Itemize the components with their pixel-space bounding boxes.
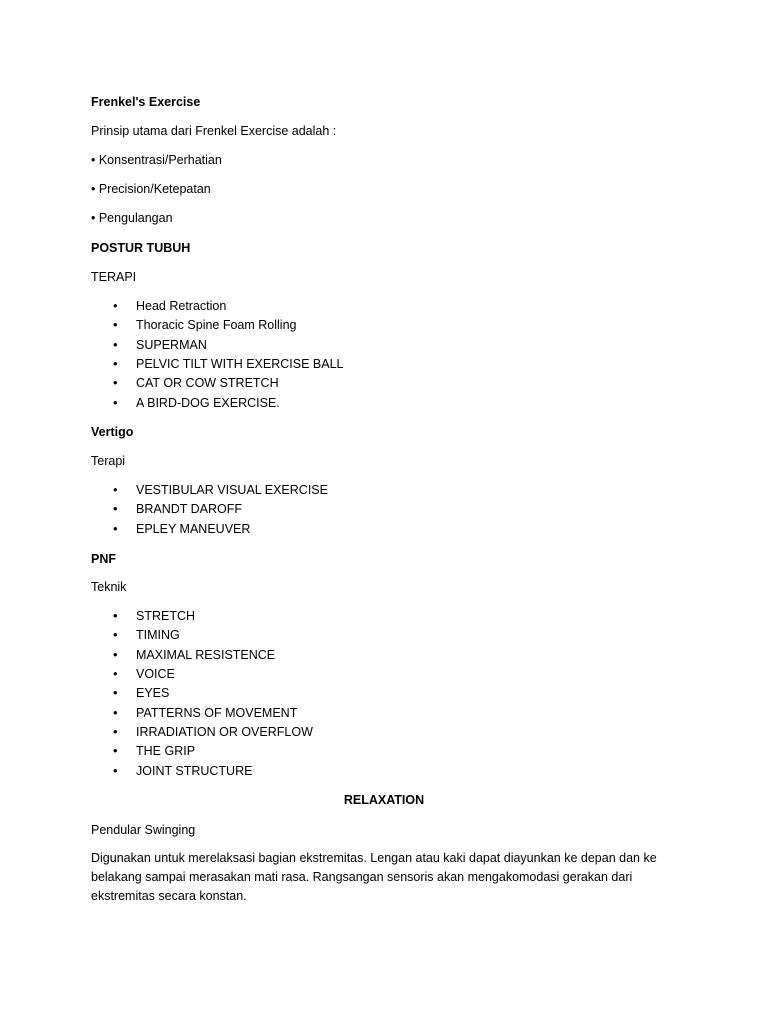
teknik-label: Teknik [91, 580, 127, 594]
bullet: • [113, 647, 118, 662]
bullet: • [113, 501, 118, 516]
bullet: • [113, 375, 118, 390]
bullet: • [113, 743, 118, 758]
bullet: • [113, 298, 118, 313]
bullet: • [113, 521, 118, 536]
principle-item: • Konsentrasi/Perhatian [91, 153, 222, 167]
section-heading-postur: POSTUR TUBUH [91, 241, 191, 255]
vertigo-terapi-label: Terapi [91, 454, 126, 468]
bullet: • [113, 666, 118, 681]
bullet: • [113, 627, 118, 642]
section-heading-pnf: PNF [91, 552, 116, 566]
principle-item: • Precision/Ketepatan [91, 182, 211, 196]
bullet: • [113, 482, 118, 497]
bullet: • [113, 395, 118, 410]
bullet: • [113, 356, 118, 371]
bullet: • [113, 763, 118, 778]
pendular-paragraph: Digunakan untuk merelaksasi bagian ekstremitas. Lengan atau kaki dapat diayunkan ke depan dan ke belakang sampai merasakan mati rasa. Rangsangan sensoris akan mengakomodasi gerakan dari ekstremitas secara konstan. [91, 851, 657, 903]
document-page: Frenkel's Exercise Prinsip utama dari Frenkel Exercise adalah : • Konsentrasi/Perhatian • Precision/Ketepatan • Pengulangan POSTUR TUBUH TERAPI • Head Retraction • Thoracic Spine Foam Rolling • SUPERMAN • PELVIC TILT WITH EXERCISE BALL • CAT OR COW STRETCH • A BIRD-DOG EXERCISE. Vertigo Terapi • VESTIBULAR VISUAL EXERCISE • BRANDT DAROFF • EPLEY MANEUVER PNF Teknik • STRETCH • TIMING • MAXIMAL RESISTENCE • VOICE • EYES • PATTERNS OF MOVEMENT • IRRADIATION OR OVERFLOW • THE GRIP • JOINT STRUCTURE RELAXATION Pendular Swinging Digunakan untuk merelaksasi bagian ekstremitas. Lengan atau kaki dapat diayunkan ke depan dan ke belakang sampai merasakan mati rasa. Rangsangan sensoris akan mengakomodasi gerakan dari ekstremitas secara konstan. [0, 0, 768, 1024]
bullet: • [113, 685, 118, 700]
bullet: • [113, 337, 118, 352]
bullet: • [113, 724, 118, 739]
bullet: • [113, 317, 118, 332]
doc-title: Frenkel's Exercise [91, 95, 201, 109]
terapi-label: TERAPI [91, 270, 137, 284]
bullet: • [113, 705, 118, 720]
section-heading-relaxation: RELAXATION [343, 793, 425, 807]
pendular-heading: Pendular Swinging [91, 823, 196, 837]
intro-text: Prinsip utama dari Frenkel Exercise adalah : [91, 124, 337, 138]
section-heading-vertigo: Vertigo [91, 425, 134, 439]
bullet: • [113, 608, 118, 623]
principle-item: • Pengulangan [91, 211, 173, 225]
